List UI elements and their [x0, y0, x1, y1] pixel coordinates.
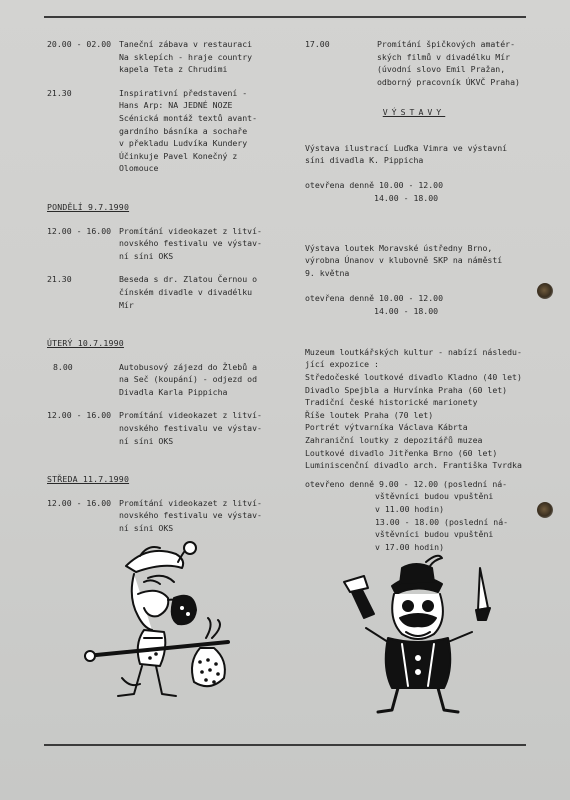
- event-row: [47, 225, 277, 263]
- event-row: [47, 409, 277, 447]
- day-heading: PONDĚLÍ 9.7.1990: [47, 201, 130, 212]
- museum-text: Muzeum loutkářských kultur - nabízí následu- jící expozice : Středočeské loutkové divadlo Kladno (40 let) Divadlo Spejbla a Hurvínka Praha (60 let) Tradiční české historické marionety Říše loutek Praha (70 let) Portrét výtvarníka Václava Kábrta Zahraniční loutky z depozitářů muzea Loutkové divadlo Jitřenka Brno (60 let) Luminiscenční divadlo arch. Františka Tvrdka: [305, 346, 522, 471]
- event-time: 8.00: [53, 361, 73, 372]
- event-text: Promítání špičkových amatér- ských filmů v divadélku Mír (úvodní slovo Emil Pražan, odborný pracovník ÚKVČ Praha): [377, 39, 520, 87]
- event-text: Promítání videokazet z litví- novského festivalu ve výstav- ní síni OKS: [119, 225, 262, 261]
- exhibition-text: Výstava loutek Moravské ústředny Brno, výrobna Únanov v klubovně SKP na náměstí 9. května: [305, 242, 503, 278]
- puppet-bandit-illustration: [330, 548, 500, 718]
- exhibition-block: [305, 129, 523, 217]
- museum-hours-detail: vštěvníci budou vpuštěni v 11.00 hodin) 13.00 - 18.00 (poslední ná- vštěvníci budou vpuštěni v 17.00 hodin): [375, 491, 509, 552]
- top-rule: [44, 16, 526, 18]
- event-time: 12.00 - 16.00: [47, 497, 112, 508]
- event-text: Taneční zábava v restauraci Na sklepích - hraje country kapela Teta z Chrudimi: [119, 39, 253, 75]
- event-time: 12.00 - 16.00: [47, 225, 112, 236]
- right-column: [305, 38, 523, 553]
- event-text: Beseda s dr. Zlatou Černou o čínském divadle v divadélku Mír: [119, 274, 258, 310]
- event-text: Promítání videokazet z litví- novského festivalu ve výstav- ní síni OKS: [119, 410, 262, 446]
- exhibition-block: [305, 229, 523, 330]
- section-title-exhibitions: VÝSTAVY: [382, 107, 446, 118]
- event-text: Autobusový zájezd do Žlebů a na Seč (koupání) - odjezd od Divadla Karla Pippicha: [119, 361, 258, 397]
- day-heading: ÚTERÝ 10.7.1990: [47, 338, 124, 349]
- museum-hours-line: otevřeno denně 9.00 - 12.00 (poslední ná-: [305, 478, 508, 489]
- event-text: Promítání videokazet z litví- novského festivalu ve výstav- ní síni OKS: [119, 497, 262, 534]
- puppet-traveler-illustration: [78, 538, 238, 708]
- event-text: Inspirativní představení - Hans Arp: NA JEDNÉ NOZE Scénická montáž textů avant- gardního básníka a sochaře v překladu Ludvíka Kundery Účinkuje Pavel Konečný z Olomouce: [119, 87, 258, 174]
- exhibition-hours: otevřena denně 10.00 - 12.00 14.00 - 18.00: [305, 293, 444, 316]
- punch-hole: [537, 283, 553, 299]
- museum-block: [305, 346, 523, 554]
- event-time: 21.30: [47, 274, 72, 285]
- event-row: [47, 38, 277, 76]
- event-row: [47, 497, 277, 535]
- day-heading: STŘEDA 11.7.1990: [47, 474, 130, 485]
- event-row: [47, 87, 277, 175]
- exhibition-hours: otevřena denně 10.00 - 12.00 14.00 - 18.00: [305, 180, 444, 203]
- event-row: [47, 273, 277, 311]
- bottom-rule: [44, 744, 526, 746]
- left-column: [47, 38, 277, 546]
- event-time: 12.00 - 16.00: [47, 410, 112, 421]
- exhibition-text: Výstava ilustrací Luďka Vimra ve výstavní síni divadla K. Pippicha: [305, 142, 508, 166]
- event-time: 17.00: [305, 39, 330, 49]
- event-time: 21.30: [47, 87, 72, 98]
- event-time: 20.00 - 02.00: [47, 39, 112, 49]
- event-row: [47, 361, 277, 399]
- punch-hole: [537, 502, 553, 518]
- event-row: [305, 38, 523, 88]
